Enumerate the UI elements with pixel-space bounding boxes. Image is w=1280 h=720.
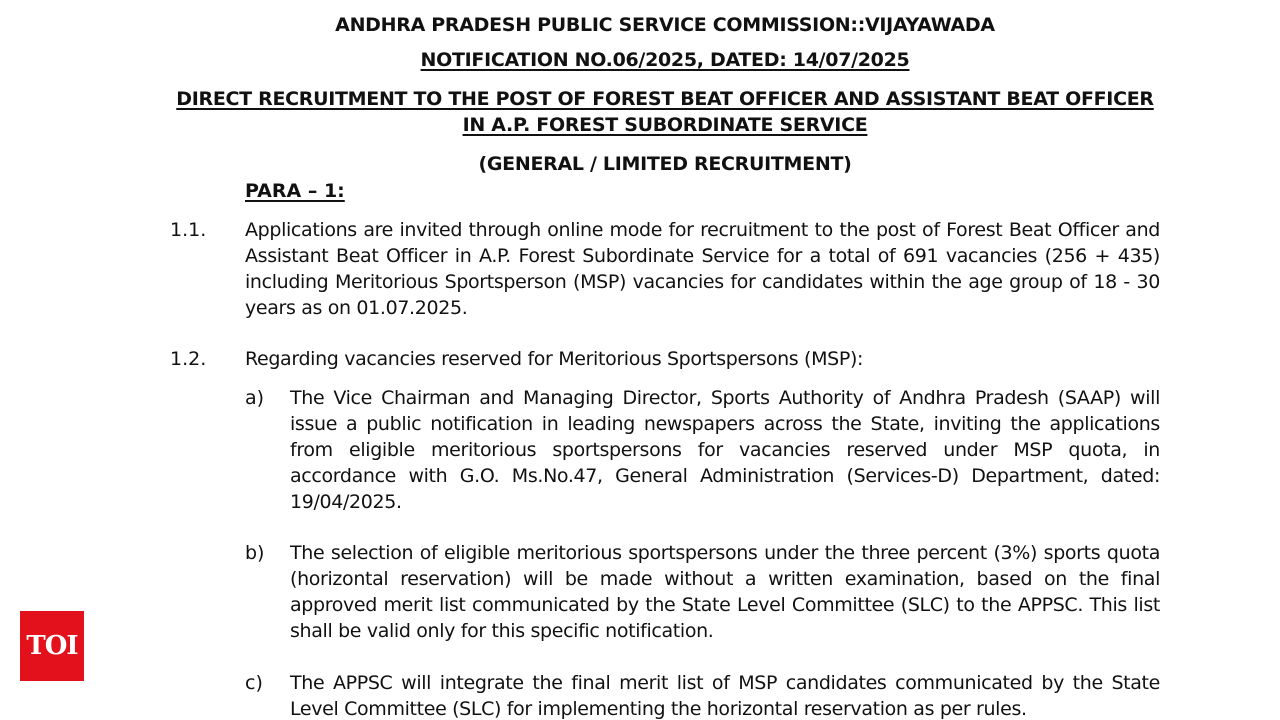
para-heading: PARA – 1: <box>245 180 345 202</box>
recruitment-title-line-2: IN A.P. FOREST SUBORDINATE SERVICE <box>462 114 868 136</box>
notification-number: NOTIFICATION NO.06/2025, DATED: 14/07/2025 <box>420 49 910 71</box>
paragraph-number: 1.2. <box>170 348 207 370</box>
sub-item-letter: a) <box>245 387 265 409</box>
sub-item-letter: c) <box>245 672 263 694</box>
recruitment-title-line-1: DIRECT RECRUITMENT TO THE POST OF FOREST BEAT OFFICER AND ASSISTANT BEAT OFFICER <box>176 88 1154 110</box>
toi-logo-text: TOI <box>26 631 78 661</box>
paragraph-text: Applications are invited through online mode for recruitment to the post of Forest Beat Officer and Assistant Beat Officer in A.P. Forest Subordinate Service for a total of 691 vacancies (256 + 435) including Meritorious Sportsperson (MSP) vacancies for candidates within the age group of 18 - 30 years as on 01.07.2025. <box>245 219 1160 319</box>
commission-title: ANDHRA PRADESH PUBLIC SERVICE COMMISSION::VIJAYAWADA <box>335 14 995 36</box>
sub-item-letter: b) <box>245 542 265 564</box>
toi-logo <box>20 611 84 681</box>
paragraph-text: Regarding vacancies reserved for Meritorious Sportspersons (MSP): <box>245 348 864 370</box>
sub-item-text: The APPSC will integrate the final merit list of MSP candidates communicated by the State Level Committee (SLC) for implementing the horizontal reservation as per rules. <box>290 672 1160 720</box>
sub-item-text: The selection of eligible meritorious sportspersons under the three percent (3%) sports quota (horizontal reservation) will be made without a written examination, based on the final approved merit list communicated by the State Level Committee (SLC) to the APPSC. This list shall be valid only for this specific notification. <box>290 542 1160 642</box>
sub-item-text: The Vice Chairman and Managing Director, Sports Authority of Andhra Pradesh (SAAP) will issue a public notification in leading newspapers across the State, inviting the applications from eligible meritorious sportspersons for vacancies reserved under MSP quota, in accordance with G.O. Ms.No.47, General Administration (Services-D) Department, dated: 19/04/2025. <box>290 387 1160 513</box>
paragraph-number: 1.1. <box>170 219 207 241</box>
recruitment-type: (GENERAL / LIMITED RECRUITMENT) <box>478 153 852 175</box>
